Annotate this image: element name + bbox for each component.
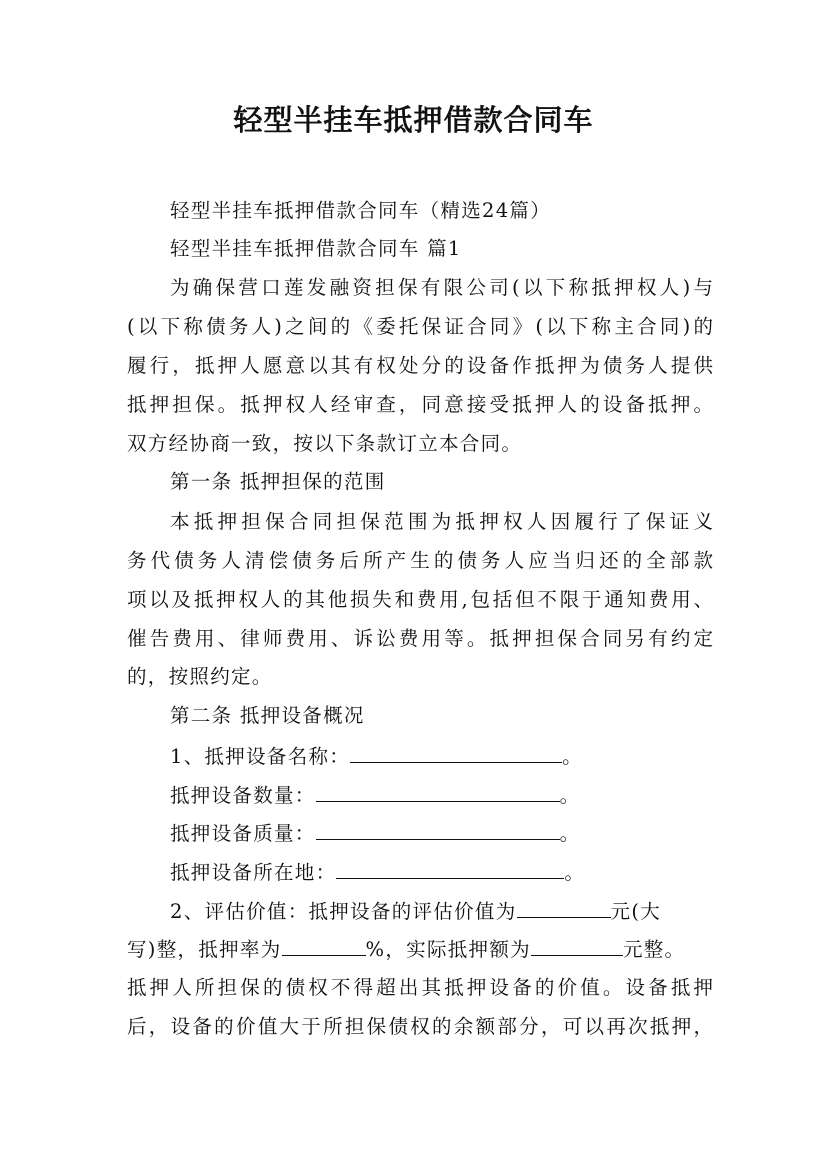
document-subtitle: 轻型半挂车抵押借款合同车（精选24篇） xyxy=(170,199,552,222)
valuation-line xyxy=(170,896,713,927)
paragraph-line: 抵押担保。抵押权人经审查，同意接受抵押人的设备抵押。 xyxy=(127,393,713,416)
equipment-quantity-blank[interactable] xyxy=(316,780,560,802)
mortgage-amount-blank[interactable] xyxy=(531,934,623,956)
paragraph-line: 为确保营口莲发融资担保有限公司(以下称抵押权人)与 xyxy=(170,276,713,299)
equipment-quantity-row xyxy=(170,780,713,811)
paragraph-line: 催告费用、律师费用、诉讼费用等。抵押担保合同另有约定 xyxy=(127,627,713,650)
article-heading: 第二条 抵押设备概况 xyxy=(170,704,365,727)
paragraph-line: 后，设备的价值大于所担保债权的余额部分，可以再次抵押， xyxy=(127,1015,713,1038)
paragraph-line: 履行，抵押人愿意以其有权处分的设备作抵押为债务人提供 xyxy=(127,354,713,377)
valuation-text: %，实际抵押额为 xyxy=(365,938,531,961)
paragraph-line: 项以及抵押权人的其他损失和费用,包括但不限于通知费用、 xyxy=(127,588,713,611)
paragraph-line: 的，按照约定。 xyxy=(127,665,273,688)
valuation-text: 元整。 xyxy=(622,938,686,961)
end-mark: 。 xyxy=(564,861,586,884)
mortgage-rate-blank[interactable] xyxy=(282,934,366,956)
equipment-quality-row xyxy=(170,818,713,849)
field-label: 抵押设备数量： xyxy=(170,784,316,807)
paragraph-line: 抵押人所担保的债权不得超出其抵押设备的价值。设备抵押 xyxy=(127,976,713,999)
equipment-location-row xyxy=(170,857,713,888)
valuation-text: 2、评估价值：抵押设备的评估价值为 xyxy=(170,900,517,923)
valuation-text: 元(大 xyxy=(610,900,662,923)
equipment-quality-blank[interactable] xyxy=(316,818,560,840)
equipment-name-row xyxy=(170,741,713,772)
end-mark: 。 xyxy=(562,745,583,768)
section-heading: 轻型半挂车抵押借款合同车 篇1 xyxy=(170,237,462,260)
valuation-amount-blank[interactable] xyxy=(517,896,611,918)
valuation-text: 写)整，抵押率为 xyxy=(127,938,282,961)
valuation-line xyxy=(127,934,713,965)
document-title: 轻型半挂车抵押借款合同车 xyxy=(233,103,594,137)
paragraph-line: 务代债务人清偿债务后所产生的债务人应当归还的全部款 xyxy=(127,549,713,572)
field-label: 1、抵押设备名称： xyxy=(170,745,351,768)
end-mark: 。 xyxy=(559,784,581,807)
equipment-location-blank[interactable] xyxy=(336,857,564,879)
paragraph-line: 本抵押担保合同担保范围为抵押权人因履行了保证义 xyxy=(170,510,713,533)
field-label: 抵押设备质量： xyxy=(170,822,316,845)
field-label: 抵押设备所在地： xyxy=(170,861,337,884)
paragraph-line: 双方经协商一致，按以下条款订立本合同。 xyxy=(127,432,523,455)
paragraph-line: (以下称债务人)之间的《委托保证合同》(以下称主合同)的 xyxy=(127,315,713,338)
end-mark: 。 xyxy=(559,822,581,845)
equipment-name-blank[interactable] xyxy=(350,741,562,763)
article-heading: 第一条 抵押担保的范围 xyxy=(170,470,386,493)
